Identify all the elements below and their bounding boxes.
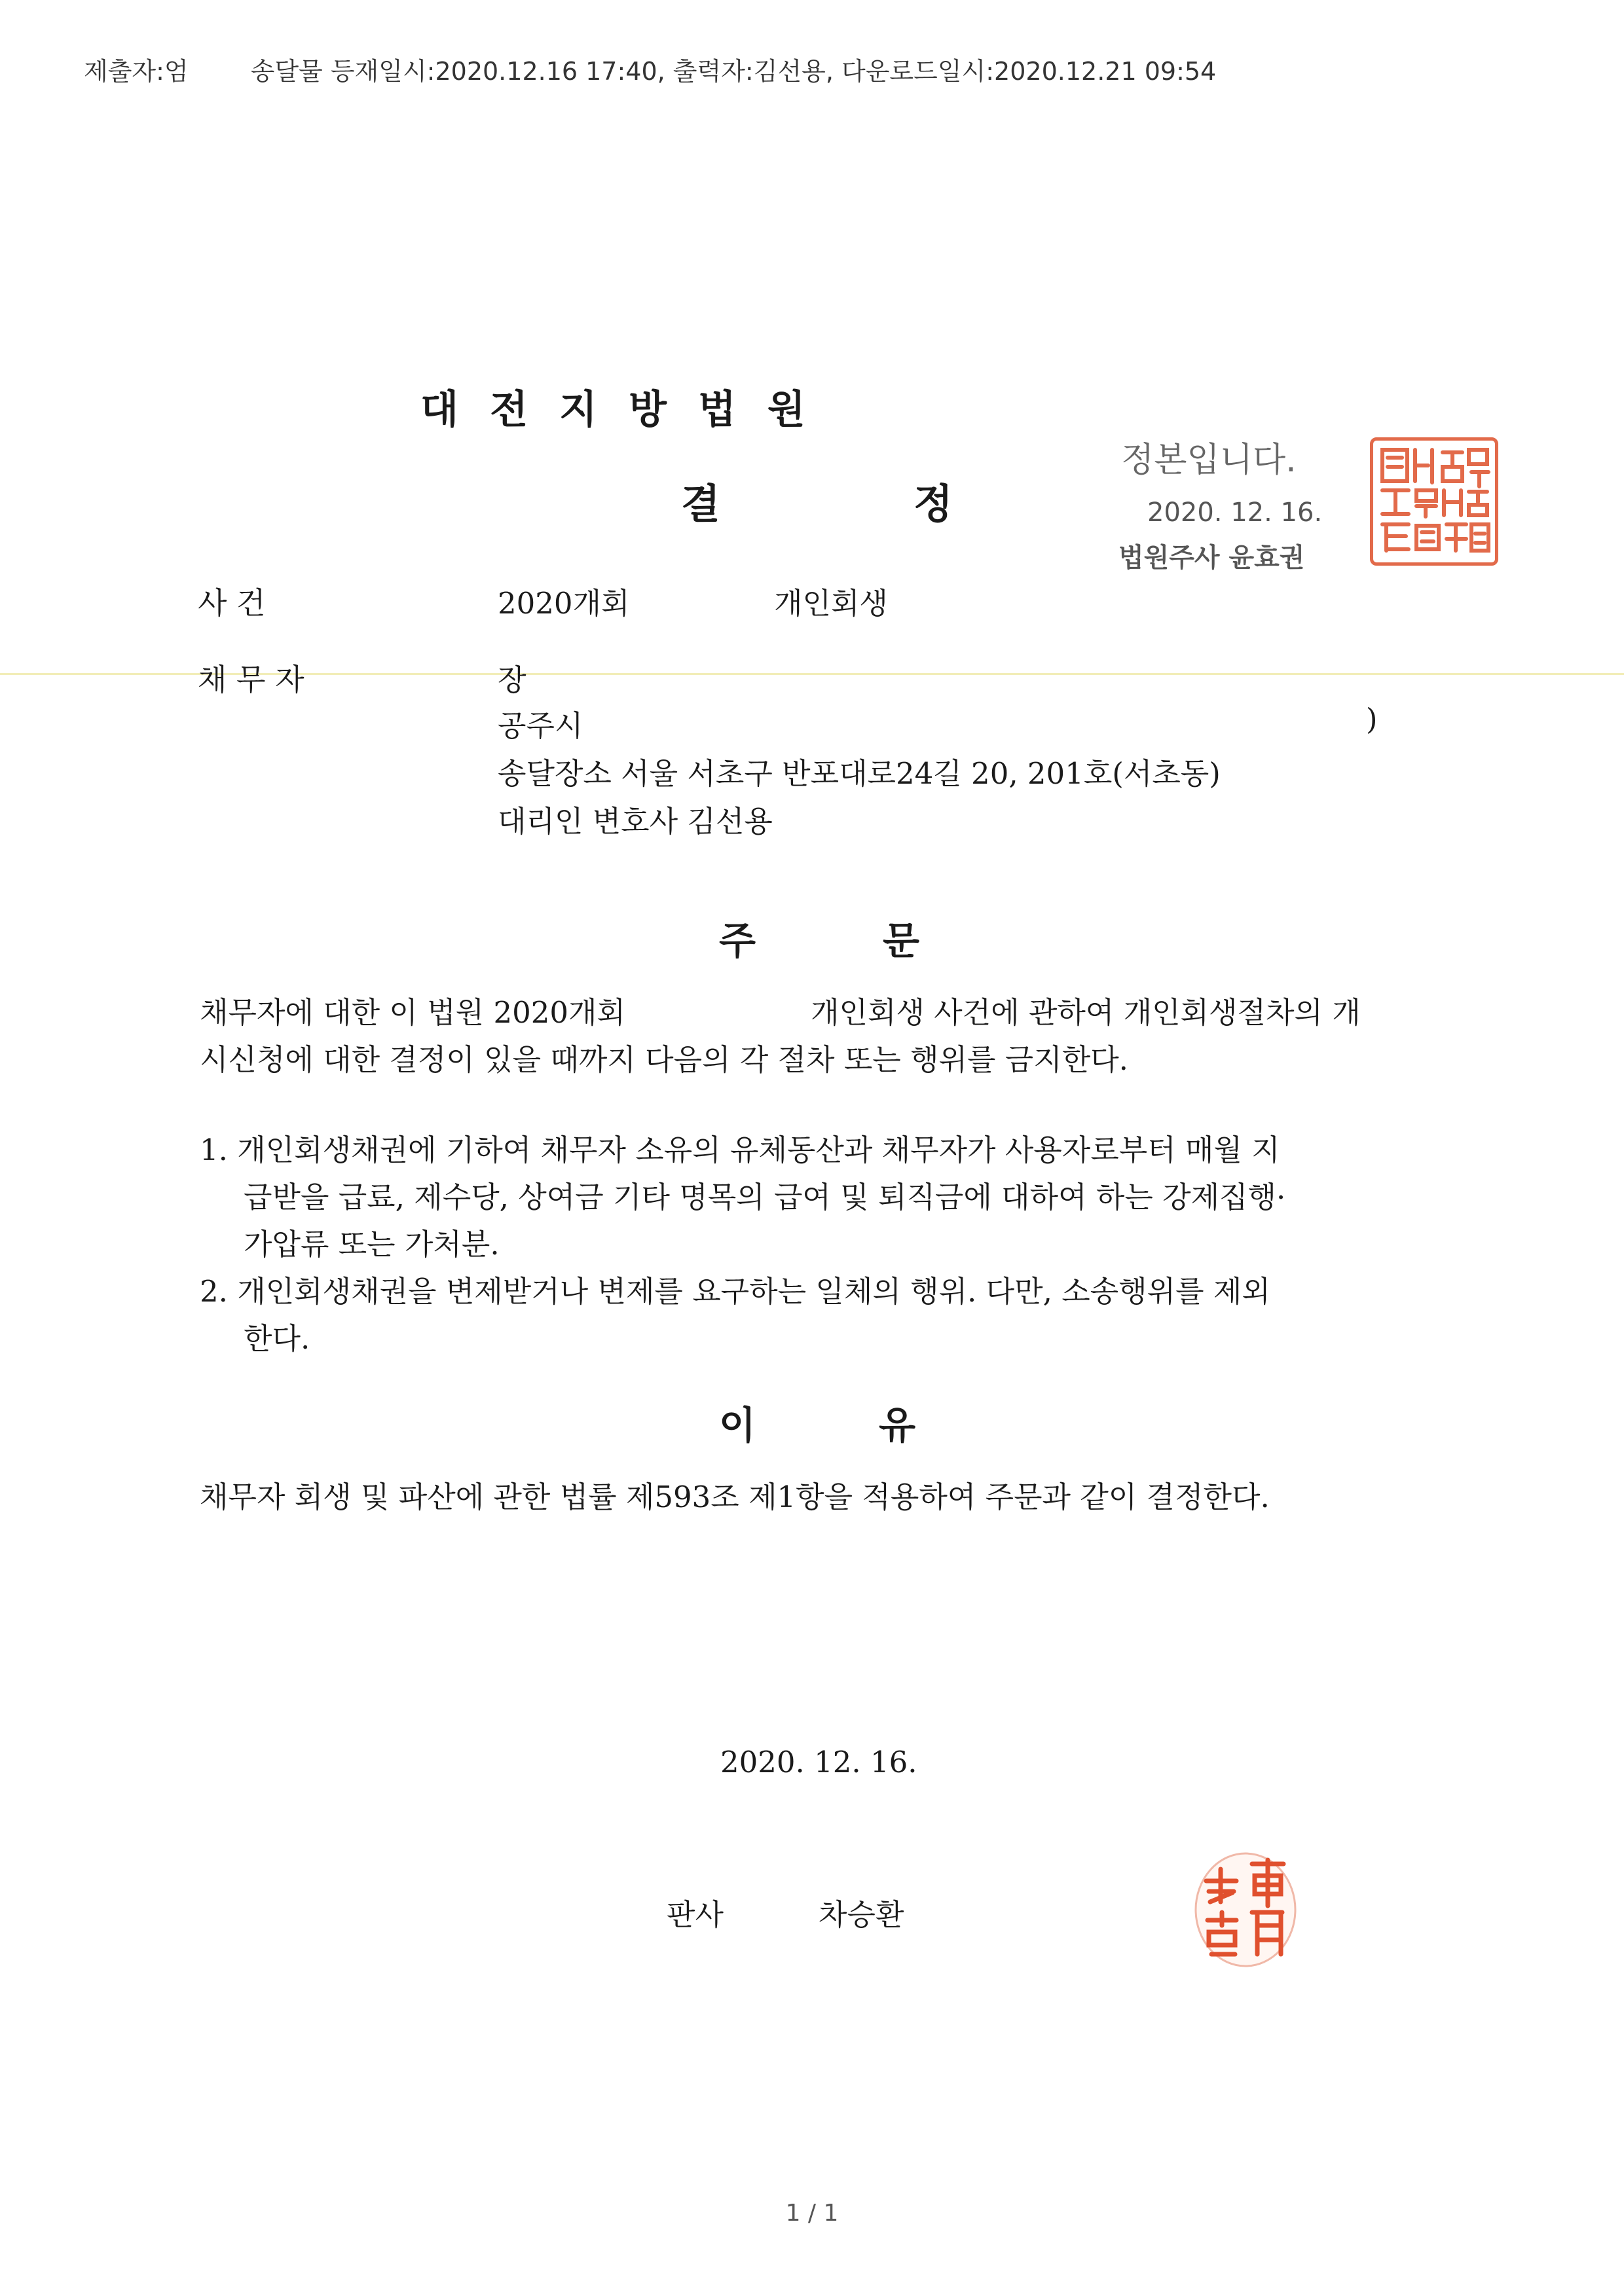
debtor-address: 공주시 <box>498 708 583 743</box>
case-name: 개인회생 <box>774 586 888 621</box>
page-number: 1 / 1 <box>785 2200 839 2227</box>
debtor-label: 채 무 자 <box>198 662 304 697</box>
court-official-seal <box>1370 437 1498 566</box>
submitter-text: 제출자:엄 <box>84 57 189 86</box>
court-name: 대전지방법원 <box>420 387 837 433</box>
order-intro-line2: 시신청에 대한 결정이 있을 때까지 다음의 각 절차 또는 행위를 금지한다. <box>200 1042 1128 1077</box>
court-clerk-name: 법원주사 윤효권 <box>1118 543 1305 573</box>
order-item1-line3: 가압류 또는 가처분. <box>244 1227 500 1262</box>
debtor-name: 장 <box>498 663 526 697</box>
reason-heading-left: 이 <box>719 1403 756 1448</box>
case-number: 2020개회 <box>498 586 630 621</box>
decision-date: 2020. 12. 16. <box>720 1745 917 1779</box>
order-item2-line2: 한다. <box>244 1321 310 1356</box>
order-item1-line2: 급받을 급료, 제수당, 상여금 기타 명목의 급여 및 퇴직금에 대하여 하는 강제집행· <box>244 1180 1286 1214</box>
certified-copy-text: 정본입니다. <box>1121 441 1297 480</box>
order-intro-line1a: 채무자에 대한 이 법원 2020개회 <box>200 995 625 1030</box>
delivery-meta-text: 송달물 등재일시:2020.12.16 17:40, 출력자:김선용, 다운로드일시:2020.12.21 09:54 <box>250 57 1217 86</box>
judge-name: 차승환 <box>819 1897 904 1932</box>
debtor-address-end: ) <box>1366 702 1378 737</box>
case-label: 사 건 <box>198 585 266 621</box>
reason-heading-right: 유 <box>879 1403 916 1448</box>
order-item2-line1: 2. 개인회생채권을 변제받거나 변제를 요구하는 일체의 행위. 다만, 소송행위를 제외 <box>200 1274 1270 1309</box>
doc-type-left: 결 <box>681 480 720 528</box>
judge-seal <box>1192 1850 1300 1971</box>
agent-attorney: 대리인 변호사 김선용 <box>498 804 773 839</box>
certified-date: 2020. 12. 16. <box>1147 498 1323 528</box>
doc-type-right: 정 <box>913 480 953 528</box>
order-item1-line1: 1. 개인회생채권에 기하여 채무자 소유의 유체동산과 채무자가 사용자로부터 매월 지 <box>200 1133 1280 1167</box>
download-header <box>84 51 1216 87</box>
order-heading-right: 문 <box>883 919 920 963</box>
service-address: 송달장소 서울 서초구 반포대로24길 20, 201호(서초동) <box>498 756 1221 791</box>
judge-title: 판사 <box>667 1897 724 1932</box>
reason-text: 채무자 회생 및 파산에 관한 법률 제593조 제1항을 적용하여 주문과 같이 결정한다. <box>200 1480 1270 1514</box>
order-heading-left: 주 <box>719 919 756 963</box>
order-intro-line1b: 개인회생 사건에 관하여 개인회생절차의 개 <box>811 995 1361 1030</box>
